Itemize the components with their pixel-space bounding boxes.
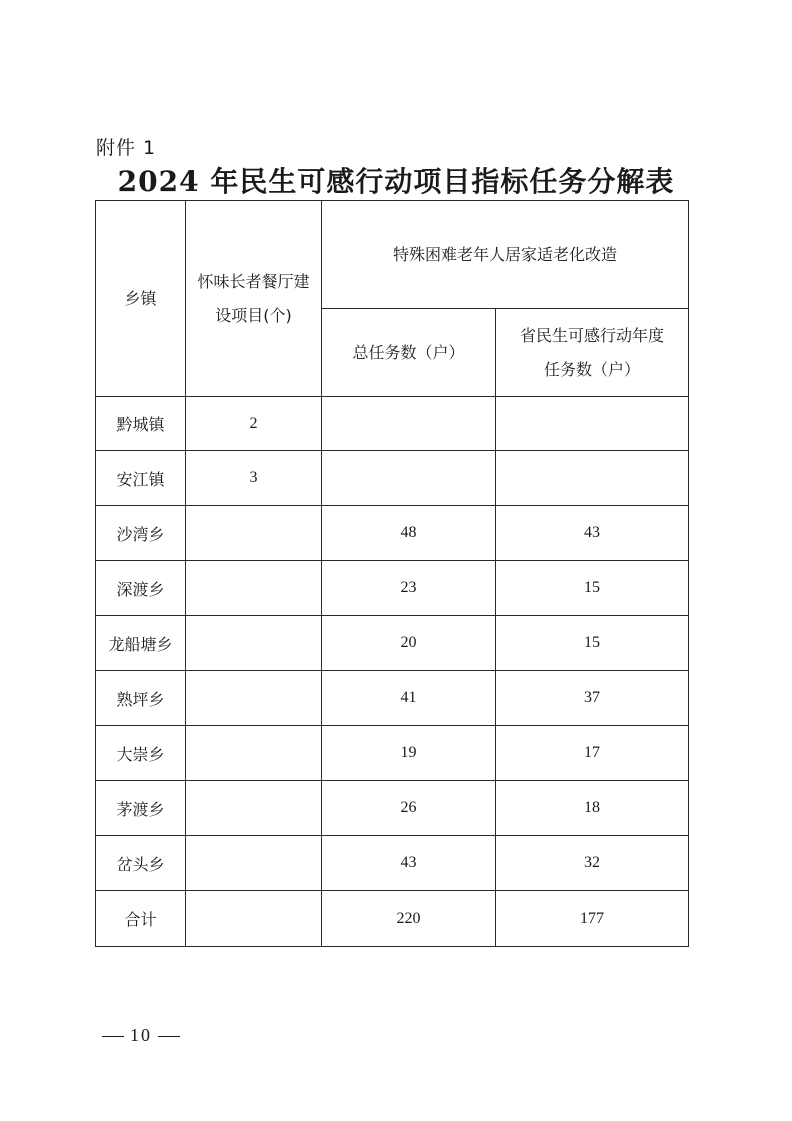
task-breakdown-table <box>95 200 689 947</box>
table-row <box>96 451 689 506</box>
total-tasks-value: 20 <box>322 616 496 671</box>
township-name: 岔头乡 <box>96 836 186 891</box>
township-name: 龙船塘乡 <box>96 616 186 671</box>
township-name: 深渡乡 <box>96 561 186 616</box>
canteen-count <box>186 671 322 726</box>
header-elderly-canteen: 怀味长者餐厅建设项目(个) <box>186 201 322 397</box>
canteen-count <box>186 781 322 836</box>
total-tasks-value: 43 <box>322 836 496 891</box>
canteen-count <box>186 836 322 891</box>
table-row <box>96 506 689 561</box>
township-name: 茅渡乡 <box>96 781 186 836</box>
total-tasks-value: 220 <box>322 891 496 947</box>
provincial-tasks-value <box>496 451 689 506</box>
table-row <box>96 671 689 726</box>
total-tasks-value: 19 <box>322 726 496 781</box>
total-tasks-value: 41 <box>322 671 496 726</box>
table-row <box>96 781 689 836</box>
provincial-tasks-value: 177 <box>496 891 689 947</box>
total-tasks-value: 48 <box>322 506 496 561</box>
township-name: 大崇乡 <box>96 726 186 781</box>
provincial-tasks-value: 18 <box>496 781 689 836</box>
table-row <box>96 726 689 781</box>
total-tasks-value <box>322 397 496 451</box>
page-number-value: 10 <box>130 1025 152 1045</box>
provincial-tasks-value <box>496 397 689 451</box>
table-row <box>96 561 689 616</box>
total-tasks-value: 23 <box>322 561 496 616</box>
table-total-row <box>96 891 689 947</box>
canteen-count <box>186 891 322 947</box>
table-row <box>96 836 689 891</box>
township-name: 黔城镇 <box>96 397 186 451</box>
provincial-tasks-value: 15 <box>496 616 689 671</box>
header-provincial-tasks: 省民生可感行动年度任务数（户） <box>496 309 689 397</box>
township-name: 安江镇 <box>96 451 186 506</box>
header-township: 乡镇 <box>96 201 186 397</box>
table-row <box>96 397 689 451</box>
provincial-tasks-value: 17 <box>496 726 689 781</box>
page-dash-right <box>158 1036 180 1037</box>
total-tasks-value <box>322 451 496 506</box>
header-total-tasks: 总任务数（户） <box>322 309 496 397</box>
canteen-count <box>186 616 322 671</box>
provincial-tasks-value: 37 <box>496 671 689 726</box>
table-row <box>96 616 689 671</box>
provincial-tasks-value: 43 <box>496 506 689 561</box>
total-label: 合计 <box>96 891 186 947</box>
canteen-count <box>186 506 322 561</box>
page-title: 2024 年民生可感行动项目指标任务分解表 <box>117 165 675 198</box>
provincial-tasks-value: 15 <box>496 561 689 616</box>
township-name: 熟坪乡 <box>96 671 186 726</box>
page-dash-left <box>102 1036 124 1037</box>
header-renovation-group: 特殊困难老年人居家适老化改造 <box>322 201 689 309</box>
township-name: 沙湾乡 <box>96 506 186 561</box>
canteen-count: 3 <box>186 451 322 506</box>
canteen-count: 2 <box>186 397 322 451</box>
canteen-count <box>186 726 322 781</box>
total-tasks-value: 26 <box>322 781 496 836</box>
provincial-tasks-value: 32 <box>496 836 689 891</box>
attachment-label: 附件 1 <box>96 137 157 159</box>
page-number <box>96 1025 186 1046</box>
canteen-count <box>186 561 322 616</box>
